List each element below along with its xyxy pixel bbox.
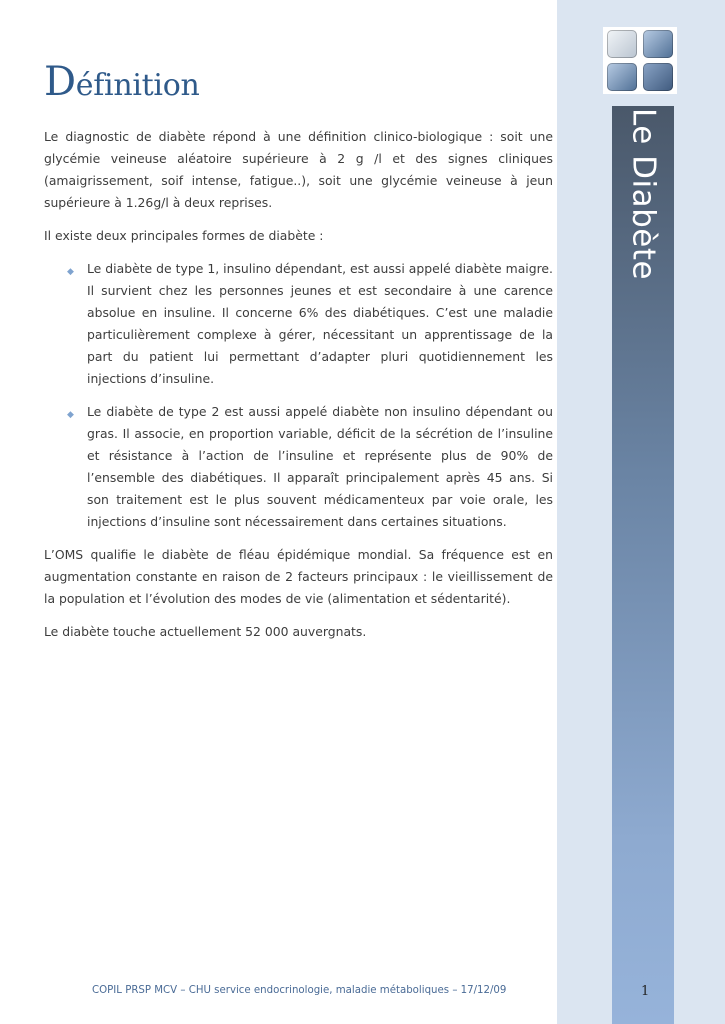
diamond-bullet-icon: ◆ [67, 410, 74, 420]
page-title [44, 59, 553, 105]
paragraph-definition: Le diagnostic de diabète répond à une définition clinico-biologique : soit une glycémie veineuse aléatoire supérieure à 2 g /l et des signes cliniques (amaigrissement, soif intense, fatigue..), soit une glycémie veineuse à jeun supérieure à 1.26g/l à deux reprises. [44, 129, 553, 210]
logo-square-icon [643, 30, 673, 58]
page-footer: COPIL PRSP MCV – CHU service endocrinologie, maladie métaboliques – 17/12/09 [92, 985, 507, 996]
list-item [44, 401, 553, 533]
list-item-text: Le diabète de type 1, insulino dépendant, est aussi appelé diabète maigre. Il survient chez les personnes jeunes et est secondaire à une carence absolue en insuline. Il concerne 6% des diabétiques. C’est une maladie particulièrement complexe à gérer, nécessitant un apprentissage de la part du patient lui permettant d’adapter pluri quotidiennement les injections d’insuline. [87, 261, 553, 386]
forms-list [44, 258, 553, 533]
diamond-bullet-icon: ◆ [67, 267, 74, 277]
logo-icon [603, 27, 677, 94]
title-initial: D [44, 59, 76, 105]
title-rest: éfinition [75, 68, 200, 103]
page-number: 1 [641, 984, 650, 999]
logo-square-icon [607, 63, 637, 91]
paragraph-statistic: Le diabète touche actuellement 52 000 auvergnats. [44, 624, 367, 639]
side-title: Le Diabète [625, 108, 662, 281]
paragraph-forms-intro: Il existe deux principales formes de diabète : [44, 228, 324, 243]
logo-square-icon [643, 63, 673, 91]
logo-square-icon [607, 30, 637, 58]
list-item-text: Le diabète de type 2 est aussi appelé diabète non insulino dépendant ou gras. Il associe, en proportion variable, déficit de la sécrétion de l’insuline et résistance à l’action de l’insuline et représente plus de 90% de l’ensemble des diabétiques. Il apparaît principalement après 45 ans. Si son traitement est le plus souvent médicamenteux par voie orale, les injections d’insuline sont nécessairement dans certaines situations. [87, 404, 553, 529]
list-item [44, 258, 553, 390]
paragraph-oms: L’OMS qualifie le diabète de fléau épidémique mondial. Sa fréquence est en augmentation constante en raison de 2 facteurs principaux : le vieillissement de la population et l’évolution des modes de vie (alimentation et sédentarité). [44, 547, 553, 606]
document-body [44, 59, 553, 654]
